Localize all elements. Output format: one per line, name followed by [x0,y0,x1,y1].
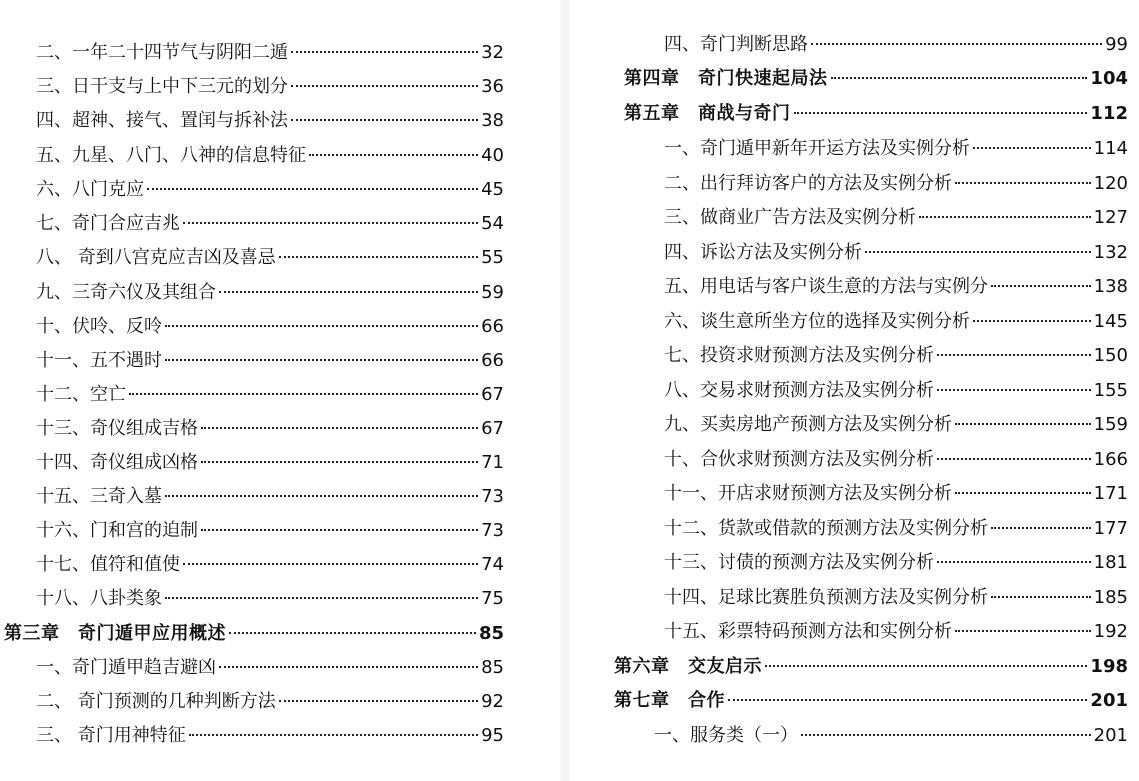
toc-page-number: 66 [481,350,504,371]
leader-dots [811,31,1102,45]
toc-page-number: 166 [1093,449,1128,470]
toc-entry [664,483,1128,505]
leader-dots [165,347,478,361]
toc-entry [664,173,1128,195]
toc-entry [36,588,504,610]
toc-page-number: 66 [481,316,504,337]
toc-page-number: 92 [481,691,504,712]
leader-dots [219,279,478,293]
toc-entry [36,418,504,440]
leader-dots [973,135,1091,149]
toc-entry-label: 十七、值符和值使 [36,554,180,575]
toc-chapter-entry [624,103,1128,125]
toc-page-number: 74 [481,554,504,575]
toc-chapter-entry [4,623,504,645]
left-page [0,0,560,781]
toc-page-number: 177 [1093,518,1128,539]
leader-dots [973,308,1091,322]
toc-page-number: 40 [481,145,504,166]
toc-page-number: 181 [1093,552,1128,573]
toc-entry [36,247,504,269]
toc-entry-label: 一、奇门遁甲趋吉避凶 [36,657,216,678]
toc-page-number: 192 [1093,621,1128,642]
leader-dots [794,100,1088,114]
toc-entry [36,145,504,167]
leader-dots [991,584,1091,598]
toc-page-number: 99 [1105,34,1128,55]
toc-entry [36,691,504,713]
toc-entry-label: 二、出行拜访客户的方法及实例分析 [664,173,952,194]
leader-dots [937,446,1091,460]
toc-entry [36,657,504,679]
leader-dots [229,620,476,634]
toc-entry [664,34,1128,56]
toc-chapter-label: 第三章 奇门遁甲应用概述 [4,623,226,644]
toc-entry [36,213,504,235]
toc-entry [664,552,1128,574]
toc-entry [664,449,1128,471]
toc-entry [36,110,504,132]
toc-entry-label: 三、日干支与上中下三元的划分 [36,76,288,97]
toc-entry-label: 八、交易求财预测方法及实例分析 [664,380,934,401]
leader-dots [189,722,478,736]
toc-page-number: 59 [481,282,504,303]
toc-entry-label: 九、买卖房地产预测方法及实例分析 [664,414,952,435]
leader-dots [201,517,478,531]
toc-entry-label: 二、一年二十四节气与阴阳二遁 [36,42,288,63]
leader-dots [147,176,478,190]
leader-dots [955,618,1091,632]
toc-entry [664,207,1128,229]
toc-entry [664,587,1128,609]
toc-page-number: 132 [1093,242,1128,263]
leader-dots [165,483,478,497]
right-page [570,0,1139,781]
toc-chapter-label: 第七章 合作 [614,690,725,711]
leader-dots [955,170,1091,184]
toc-entry [36,384,504,406]
toc-page-number: 38 [481,110,504,131]
toc-entry-label: 十一、五不遇时 [36,350,162,371]
toc-entry-label: 十二、空亡 [36,384,126,405]
leader-dots [801,722,1091,736]
leader-dots [219,654,478,668]
leader-dots [937,377,1091,391]
toc-page-number: 67 [481,384,504,405]
leader-dots [728,687,1087,701]
leader-dots [955,480,1091,494]
toc-page-number: 145 [1093,311,1128,332]
toc-entry-label: 二、 奇门预测的几种判断方法 [36,691,276,712]
leader-dots [919,204,1091,218]
toc-page-number: 54 [481,213,504,234]
toc-entry [664,414,1128,436]
toc-entry-label: 十、伏呤、反呤 [36,316,162,337]
leader-dots [165,313,478,327]
toc-page-number: 85 [481,657,504,678]
toc-page-number: 36 [481,76,504,97]
leader-dots [765,653,1087,667]
toc-page-number: 95 [481,725,504,746]
toc-entry-label: 十、合伙求财预测方法及实例分析 [664,449,934,470]
toc-entry [664,621,1128,643]
toc-page-number: 75 [481,588,504,609]
leader-dots [955,411,1091,425]
toc-entry [36,42,504,64]
toc-page-number: 127 [1093,207,1128,228]
toc-entry [36,179,504,201]
toc-page-number: 71 [481,452,504,473]
toc-entry [36,725,504,747]
toc-page-number: 120 [1093,173,1128,194]
toc-page-number: 155 [1093,380,1128,401]
leader-dots [183,210,478,224]
toc-chapter-label: 第六章 交友启示 [614,656,762,677]
toc-chapter-entry [614,690,1128,712]
leader-dots [291,73,478,87]
toc-entry-label: 四、奇门判断思路 [664,34,808,55]
leader-dots [309,142,478,156]
toc-entry-label: 七、投资求财预测方法及实例分析 [664,345,934,366]
toc-entry [654,725,1128,747]
toc-entry-label: 九、三奇六仪及其组合 [36,282,216,303]
toc-entry-label: 十五、彩票特码预测方法和实例分析 [664,621,952,642]
toc-entry [36,282,504,304]
toc-page-number: 45 [481,179,504,200]
toc-entry [36,520,504,542]
toc-entry [664,345,1128,367]
toc-entry [36,76,504,98]
toc-page-number: 55 [481,247,504,268]
leader-dots [201,449,478,463]
toc-entry-label: 一、服务类（一） [654,725,798,746]
toc-entry-label: 十五、三奇入墓 [36,486,162,507]
toc-entry-label: 八、 奇到八宫克应吉凶及喜忌 [36,247,276,268]
leader-dots [865,239,1091,253]
toc-page-number: 198 [1090,656,1128,677]
toc-entry-label: 三、做商业广告方法及实例分析 [664,207,916,228]
toc-page-number: 112 [1090,103,1128,124]
toc-page-number: 32 [481,42,504,63]
toc-chapter-label: 第四章 奇门快速起局法 [624,68,828,89]
toc-page-number: 85 [478,623,504,644]
toc-page-number: 138 [1093,276,1128,297]
toc-page-number: 104 [1090,68,1128,89]
toc-page-number: 150 [1093,345,1128,366]
leader-dots [937,549,1091,563]
toc-entry-label: 十八、八卦类象 [36,588,162,609]
toc-entry-label: 四、诉讼方法及实例分析 [664,242,862,263]
toc-page-number: 73 [481,520,504,541]
toc-entry [36,452,504,474]
leader-dots [937,342,1091,356]
toc-entry [36,316,504,338]
leader-dots [279,244,478,258]
leader-dots [991,273,1091,287]
leader-dots [291,107,478,121]
leader-dots [201,415,478,429]
toc-entry [664,138,1128,160]
toc-page-number: 201 [1093,725,1128,746]
leader-dots [991,515,1091,529]
toc-page-number: 114 [1093,138,1128,159]
toc-entry-label: 六、八门克应 [36,179,144,200]
toc-page-number: 159 [1093,414,1128,435]
toc-entry [36,486,504,508]
toc-page-number: 201 [1090,690,1128,711]
toc-entry-label: 十一、开店求财预测方法及实例分析 [664,483,952,504]
toc-entry [36,350,504,372]
toc-chapter-entry [624,68,1128,90]
leader-dots [279,688,478,702]
toc-entry [664,518,1128,540]
toc-page-number: 67 [481,418,504,439]
toc-entry-label: 五、九星、八门、八神的信息特征 [36,145,306,166]
toc-page-number: 73 [481,486,504,507]
toc-entry-label: 六、谈生意所坐方位的选择及实例分析 [664,311,970,332]
toc-entry-label: 十四、足球比赛胜负预测方法及实例分析 [664,587,988,608]
leader-dots [831,65,1088,79]
toc-entry-label: 三、 奇门用神特征 [36,725,186,746]
toc-entry-label: 十四、奇仪组成凶格 [36,452,198,473]
leader-dots [183,551,478,565]
toc-entry [664,276,1128,298]
leader-dots [165,585,478,599]
toc-chapter-entry [614,656,1128,678]
toc-entry [36,554,504,576]
toc-entry-label: 十二、货款或借款的预测方法及实例分析 [664,518,988,539]
toc-entry-label: 四、超神、接气、置闰与拆补法 [36,110,288,131]
toc-entry-label: 七、奇门合应吉兆 [36,213,180,234]
toc-entry-label: 五、用电话与客户谈生意的方法与实例分 [664,276,988,297]
toc-page-number: 185 [1093,587,1128,608]
toc-entry [664,311,1128,333]
leader-dots [129,381,478,395]
toc-entry [664,380,1128,402]
leader-dots [291,39,478,53]
toc-entry [664,242,1128,264]
toc-entry-label: 十六、门和宫的迫制 [36,520,198,541]
toc-entry-label: 一、奇门遁甲新年开运方法及实例分析 [664,138,970,159]
book-gutter [560,0,570,781]
toc-chapter-label: 第五章 商战与奇门 [624,103,791,124]
toc-page-number: 171 [1093,483,1128,504]
toc-entry-label: 十三、讨债的预测方法及实例分析 [664,552,934,573]
toc-entry-label: 十三、奇仪组成吉格 [36,418,198,439]
